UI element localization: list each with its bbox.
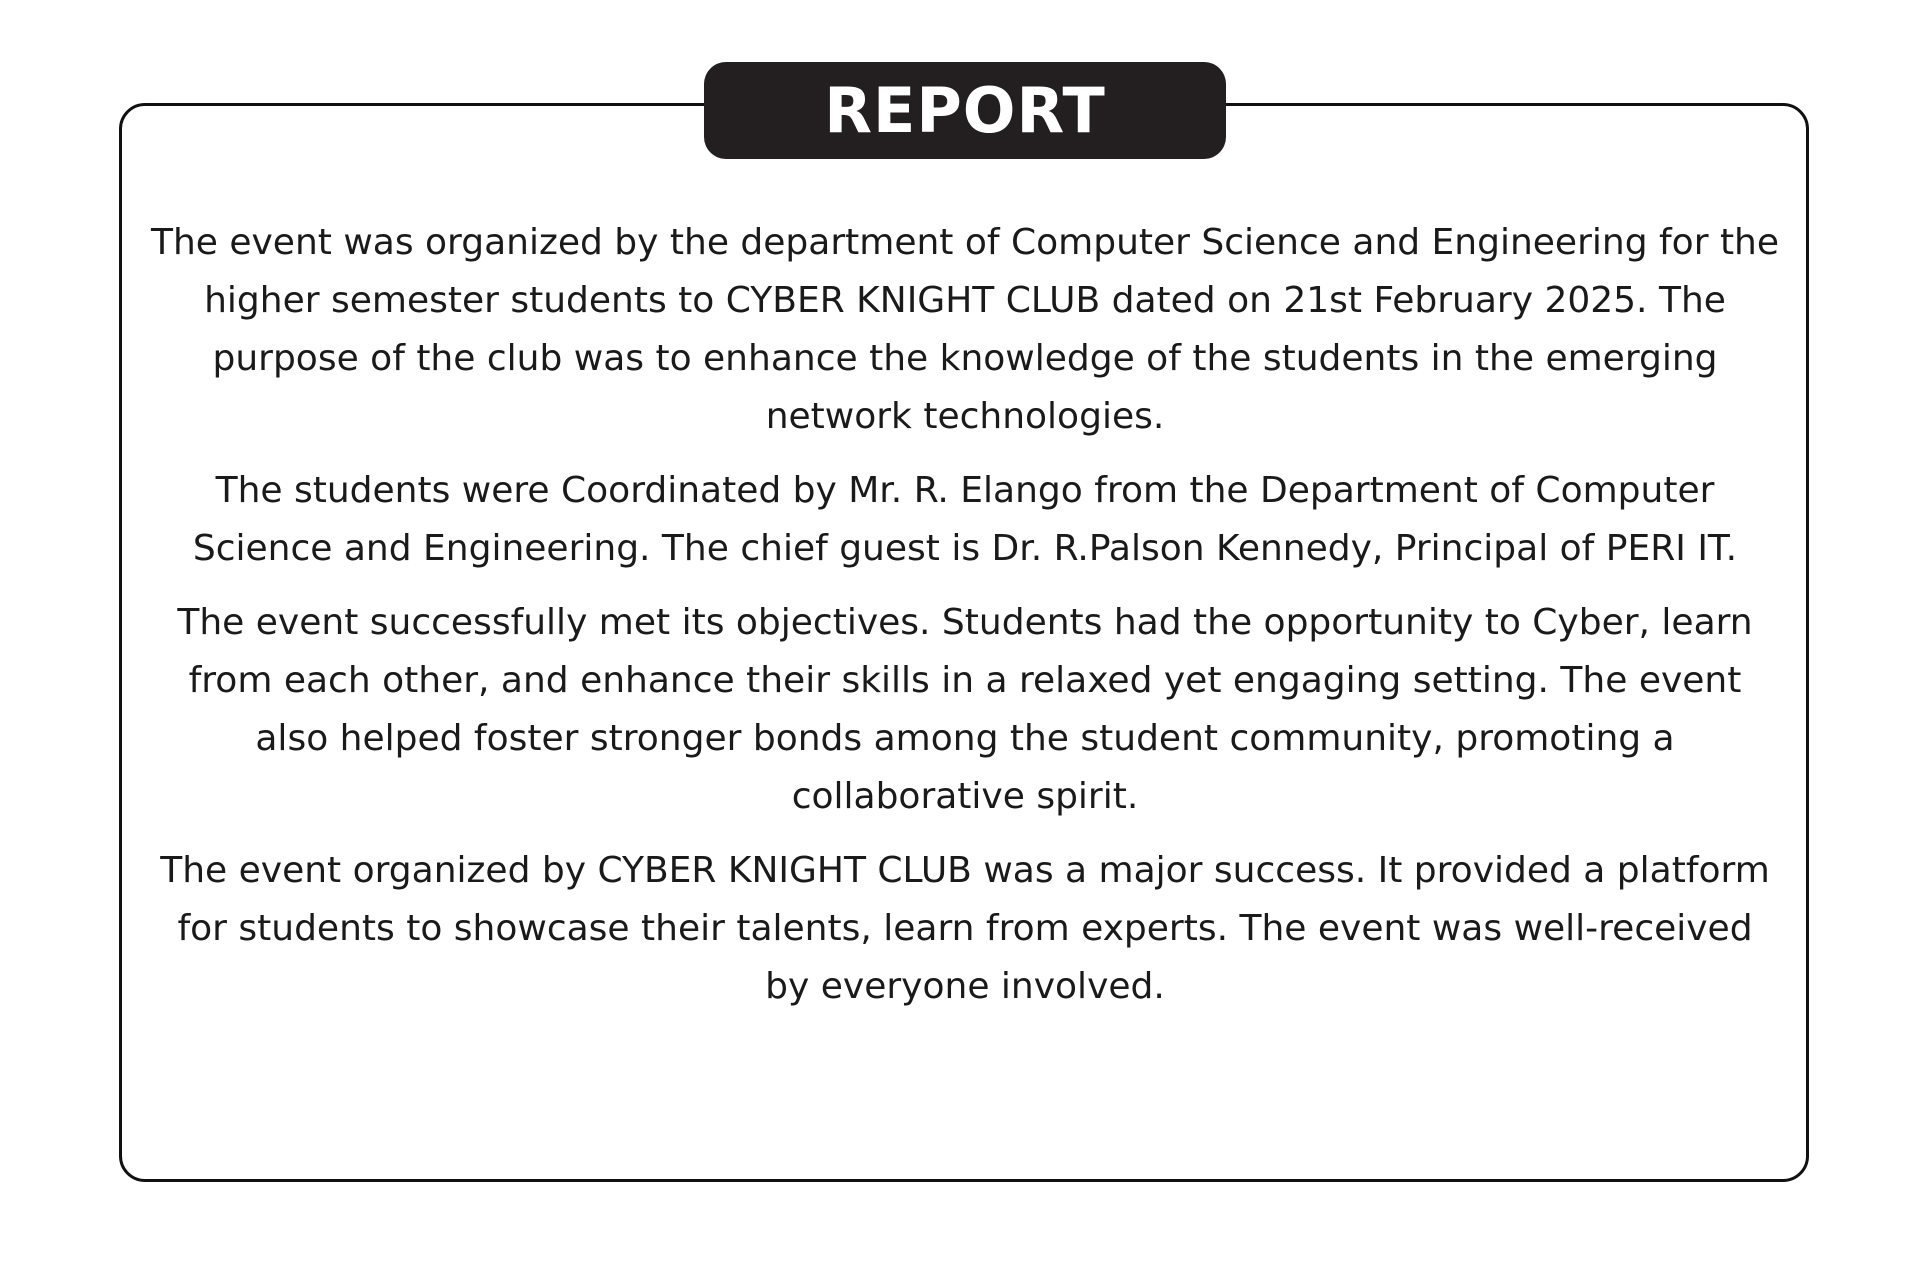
report-paragraph-conclusion: The event organized by CYBER KNIGHT CLUB was a major success. It provided a platform for students to showcase their talents, learn from experts. The event was well-received by everyone involved. (160, 850, 1770, 1007)
report-paragraph-outcomes: The event successfully met its objectives. Students had the opportunity to Cyber, learn from each other, and enhance their skills in a relaxed yet engaging setting. The event also helped foster stronger bonds among the student community, promoting a collaborative spirit. (177, 602, 1753, 817)
report-paragraph-coordination: The students were Coordinated by Mr. R. Elango from the Department of Computer Science and Engineering. The chief guest is Dr. R.Palson Kennedy, Principal of PERI IT. (192, 470, 1738, 569)
report-paragraph-organization: The event was organized by the department of Computer Science and Engineering for the higher semester students to CYBER KNIGHT CLUB dated on 21st February 2025. The purpose of the club was to enhance the knowledge of the students in the emerging network technologies. (150, 222, 1780, 437)
report-body (150, 214, 1780, 1032)
report-title: REPORT (824, 74, 1106, 147)
report-title-badge (704, 62, 1226, 159)
